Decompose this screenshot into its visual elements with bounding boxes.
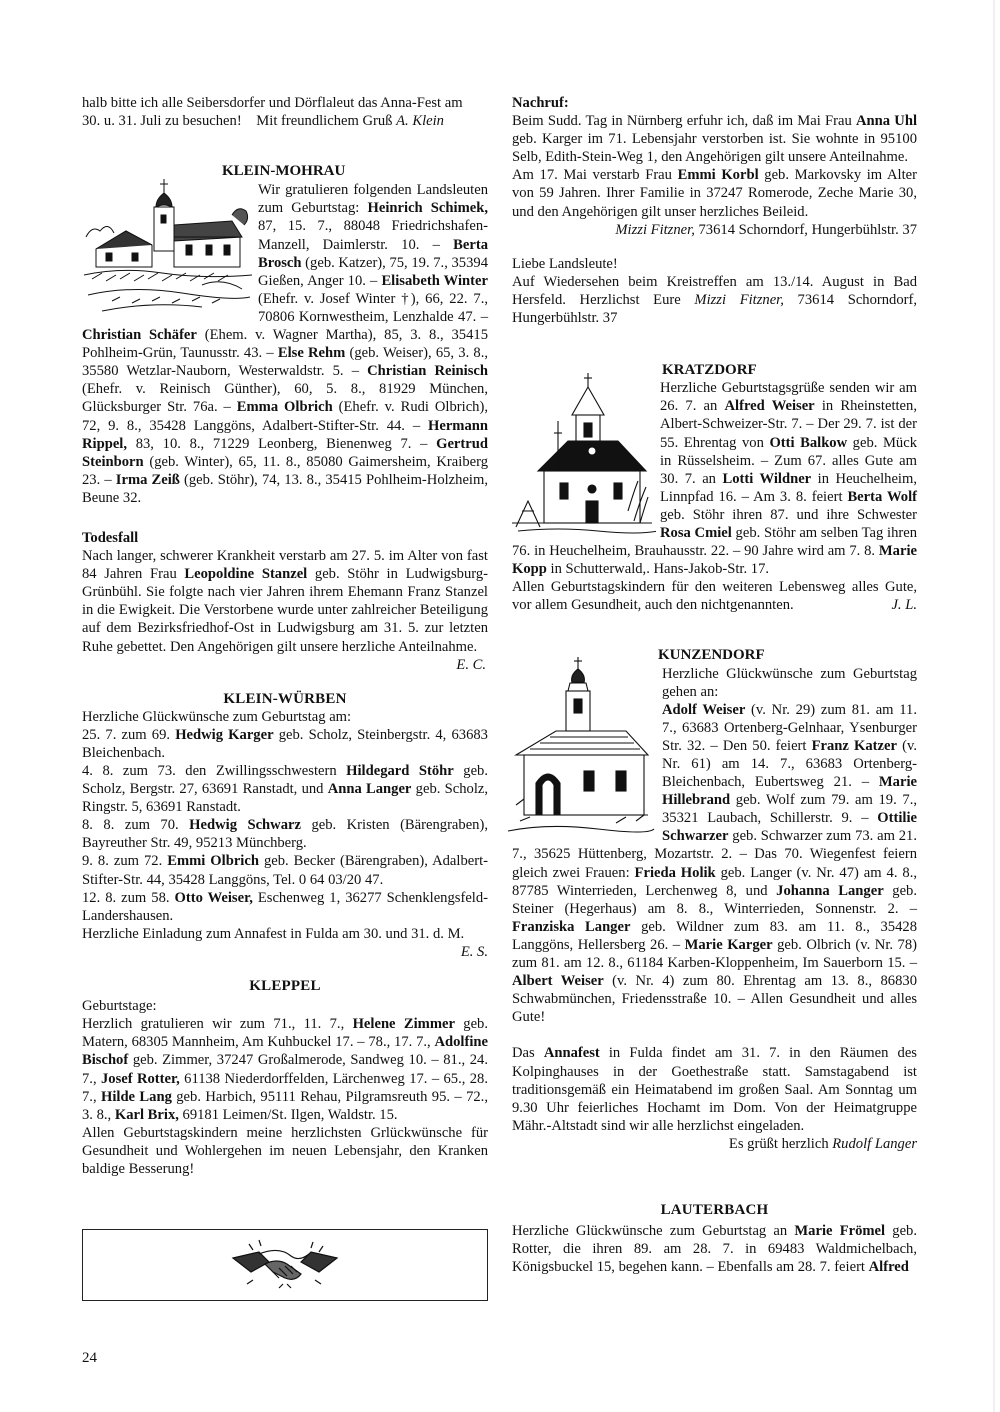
village-church-illustration [82, 175, 254, 313]
nachruf-text-2: Am 17. Mai verstarb Frau Emmi Korbl geb. Markovsky im Alter von 59 Jahren. Ihrer Familie in 37247 Romerode, Zeche Marie 30, und den Angehörigen gilt unser herzliches Beileid. [512, 167, 917, 220]
section-title-kleppel: KLEPPEL [249, 978, 321, 995]
lauterbach-text: Herzliche Glückwünsche zum Geburtstag an Marie Frömel geb. Rotter, die ihren 89. am 28. 7. in 69483 Waldmichelbach, Königsbuckel 15, begehen kann. – Ebenfalls am 28. 7. feiert Alfred [512, 1223, 918, 1276]
annafest-signature: Es grüßt herzlich Rudolf Langer [728, 1135, 917, 1152]
section-title-klein-wuerben: KLEIN-WÜRBEN [223, 690, 347, 707]
handshake-illustration [229, 1238, 341, 1294]
section-title-kratzdorf: KRATZDORF [662, 362, 757, 379]
klein-mohrau-text: Wir gratulieren folgenden Landsleuten zum Geburtstag: Heinrich Schimek, 87, 15. 7., 88048 Friedrichshafen-Manzell, Daimlerstr. 10. – Berta Brosch (geb. Katzer), 75, 19. 7., 35394 Gießen, Anger 10. – Elisabeth Winter (Ehefr. v. Josef Winter †), 66, 22. 7., 70806 Kornwestheim, Lenzhalde 47. – Christian Schäfer (Ehem. v. Wagner Martha), 85, 3. 8., 35415 Pohlheim-Grün, Taunusstr. 43. – Else Rehm (geb. Weiser), 65, 3. 8., 35580 Wetzlar-Nauborn, Westerwaldstr. 5. – Christian Reinisch (Ehefr. v. Reinisch Günther), 60, 5. 8., 81929 München, Glücksburger Str. 76a. – Emma Olbrich (Ehefr. v. Rudi Olbrich), 72, 9. 8., 35428 Langgöns, Adalbert-Stifter-Str. 44. – Hermann Rippel, 83, 10. 8., 71229 Leonberg, Bienenweg 7. – Gertrud Steinborn (geb. Winter), 65, 11. 8., 85080 Gaimersheim, Kraiberg 23. – Irma Zeiß (geb. Stöhr), 74, 13. 8., 35415 Pohlheim-Holzheim, Beune 32. [82, 181, 488, 507]
landsleute-greeting: Liebe Landsleute! [512, 255, 618, 272]
kleppel-text: Geburtstage: Herzlich gratulieren wir zum 71., 11. 7., Helene Zimmer geb. Matern, 68305 Mannheim, Am Kuhbuckel 17. – 78., 17. 7., Adolfine Bischof geb. Zimmer, 37247 Großalmerode, Sandweg 10. – 81., 24. 7., Josef Rotter, 61138 Niederdorffelden, Lärchenweg 17. – 65., 28. 7., Hilde Lang geb. Harbich, 95111 Rehau, Pilgramsreuth 95. – 72., 3. 8., Karl Brix, 69181 Leimen/St. Ilgen, Waldstr. 15. Allen Geburtstagskindern meine herzlichsten Grlückwünsche für Gesundheit und Wohlergehen im neuen Lebensjahr, den Kranken baldige Besserung! [82, 998, 488, 1177]
nachruf-text-1: Beim Sudd. Tag in Nürnberg erfuhr ich, daß im Mai Frau Anna Uhl geb. Karger im 71. Lebensjahr verstorben ist. Sie wohnte in 95100 Selb, Edith-Stein-Weg 1, den Angehörigen gilt unsere Anteilnahme. [512, 113, 918, 166]
page-number: 24 [82, 1350, 97, 1366]
left-column [82, 94, 488, 1178]
todesfall-text: Nach langer, schwerer Krankheit verstarb am 27. 5. im Alter von fast 84 Jahren Frau Leopoldine Stanzel geb. Stöhr in Ludwigsburg-Grünbühl. Sie folgte nach vier Jahren ihrem Ehemann Franz Stanzel in die Ewigkeit. Die Verstorbene wurde unter zahlreicher Beteiligung auf dem Bezirksfriedhof-Ost in Ludwigsburg am 31. 5. zur letzten Ruhe gebettet. Den Angehörigen gilt unsere herzliche Anteilnahme. E. C. [82, 548, 488, 673]
annafest-text: Das Annafest in Fulda findet am 31. 7. in den Räumen des Kolpinghauses in der Goethestraße statt. Samstagabend ist traditionsgemäß ein Heimatabend im großen Saal. Am Sonntag um 9.30 Uhr feierliches Hochamt im Dom. Von der Heimatgruppe Mähr.-Altstadt sind wir alle herzlichst eingeladen. [512, 1045, 917, 1134]
section-title-klein-mohrau: KLEIN-MOHRAU [222, 163, 346, 180]
scan-edge [993, 0, 995, 1412]
handshake-box [82, 1229, 488, 1301]
section-title-todesfall: Todesfall [82, 529, 139, 546]
kratzdorf-closing: Allen Geburtstagskindern für den weiteren Lebensweg alles Gute, vor allem Gesundheit, auch den nichtgenannten. J. L. [512, 579, 917, 614]
landsleute-text: Auf Wiedersehen beim Kreistreffen am 13./14. August in Bad Hersfeld. Herzlichst Eure Mizzi Fitzner, 73614 Schorndorf, Hungerbühlstr. 37 [512, 273, 918, 327]
kratzdorf-church-illustration [508, 371, 656, 535]
kratzdorf-text: Herzliche Geburtstagsgrüße senden wir am 26. 7. an Alfred Weiser in Rheinstetten, Albert-Schweizer-Str. 7. – Der 29. 7. ist der 55. Ehrentag von Otti Balkow geb. Mück in Rüsselsheim. – Zum 67. alles Gute am 30. 7. an Lotti Wildner in Heuchelheim, Linnpfad 16. – Am 3. 8. feiert Berta Wolf geb. Stöhr ihren 87. und ihre Schwester Rosa Cmiel geb. Stöhr am selben Tag ihren 76. in Heuchelheim, Brauhausstr. 22. – 90 Jahre wird am 7. 8. Marie Kopp in Schutterwald,. Hans-Jakob-Str. 17. [512, 379, 917, 578]
klein-wuerben-text: Herzliche Glückwünsche zum Geburtstag am: 25. 7. zum 69. Hedwig Karger geb. Scholz, Steinbergstr. 4, 63683 Bleichenbach. 4. 8. zum 73. den Zwillingsschwestern Hildegard Stöhr geb. Scholz, Bergstr. 27, 63691 Ranstadt, und Anna Langer geb. Scholz, Ringstr. 5, 63691 Ranstadt. 8. 8. zum 70. Hedwig Schwarz geb. Kristen (Bärengraben), Bayreuther Str. 49, 95213 Münchberg. 9. 8. zum 72. Emmi Olbrich geb. Becker (Bärengraben), Adalbert-Stifter-Str. 44, 35428 Langgöns, Tel. 0 64 03/20 47. 12. 8. zum 58. Otto Weiser, Eschenweg 1, 36277 Schenklengsfeld-Landershausen. Herzliche Einladung zum Annafest in Fulda am 30. und 31. d. M. E. S. [82, 708, 489, 960]
section-title-nachruf: Nachruf: [512, 95, 569, 111]
section-title-kunzendorf: KUNZENDORF [658, 647, 765, 664]
kunzendorf-church-illustration [496, 655, 656, 839]
intro-text: halb bitte ich alle Seibersdorfer und Dörflaleut das Anna-Fest am 30. u. 31. Juli zu besuchen! Mit freundlichem Gruß A. Klein [82, 95, 463, 130]
right-column [512, 94, 917, 1276]
kunzendorf-text: Herzliche Glückwünsche zum Geburtstag gehen an: Adolf Weiser (v. Nr. 29) zum 81. am 11. 7., 63683 Ortenberg-Gelnhaar, Ysenburger Str. 32. – Den 50. feiert Franz Katzer (v. Nr. 61) am 14. 7., 63683 Ortenberg-Bleichenbach, Eubertsweg 21. – Marie Hillebrand geb. Wolf zum 79. am 19. 7., 35321 Laubach, Schillerstr. 9. – Ottilie Schwarzer geb. Schwarzer zum 73. am 21. 7., 35625 Hüttenberg, Mozartstr. 2. – Das 70. Wiegenfest feiern gleich zwei Frauen: Frieda Holik geb. Langer (v. Nr. 47) am 4. 8., 87785 Winterrieden, Lerchenweg 8, und Johanna Langer geb. Steiner (Hegerhaus) am 8. 8., Winterrieden, Sonnenstr. 2. – Franziska Langer geb. Wildner zum 83. am 11. 8., 35428 Langgöns, Hellersberg 26. – Marie Karger geb. Olbrich (v. Nr. 78) zum 81. am 12. 8., 61184 Karben-Kloppenheim, Im Sauerborn 15. – Albert Weiser (v. Nr. 4) zum 80. Ehrentag am 13. 8., 86830 Schwabmünchen, Friedensstraße 10. – Allen Gesundheit und alles Gute! [512, 665, 917, 1027]
section-title-lauterbach: LAUTERBACH [660, 1201, 769, 1218]
nachruf-signature: Mizzi Fitzner, 73614 Schorndorf, Hungerbühlstr. 37 [615, 221, 917, 238]
